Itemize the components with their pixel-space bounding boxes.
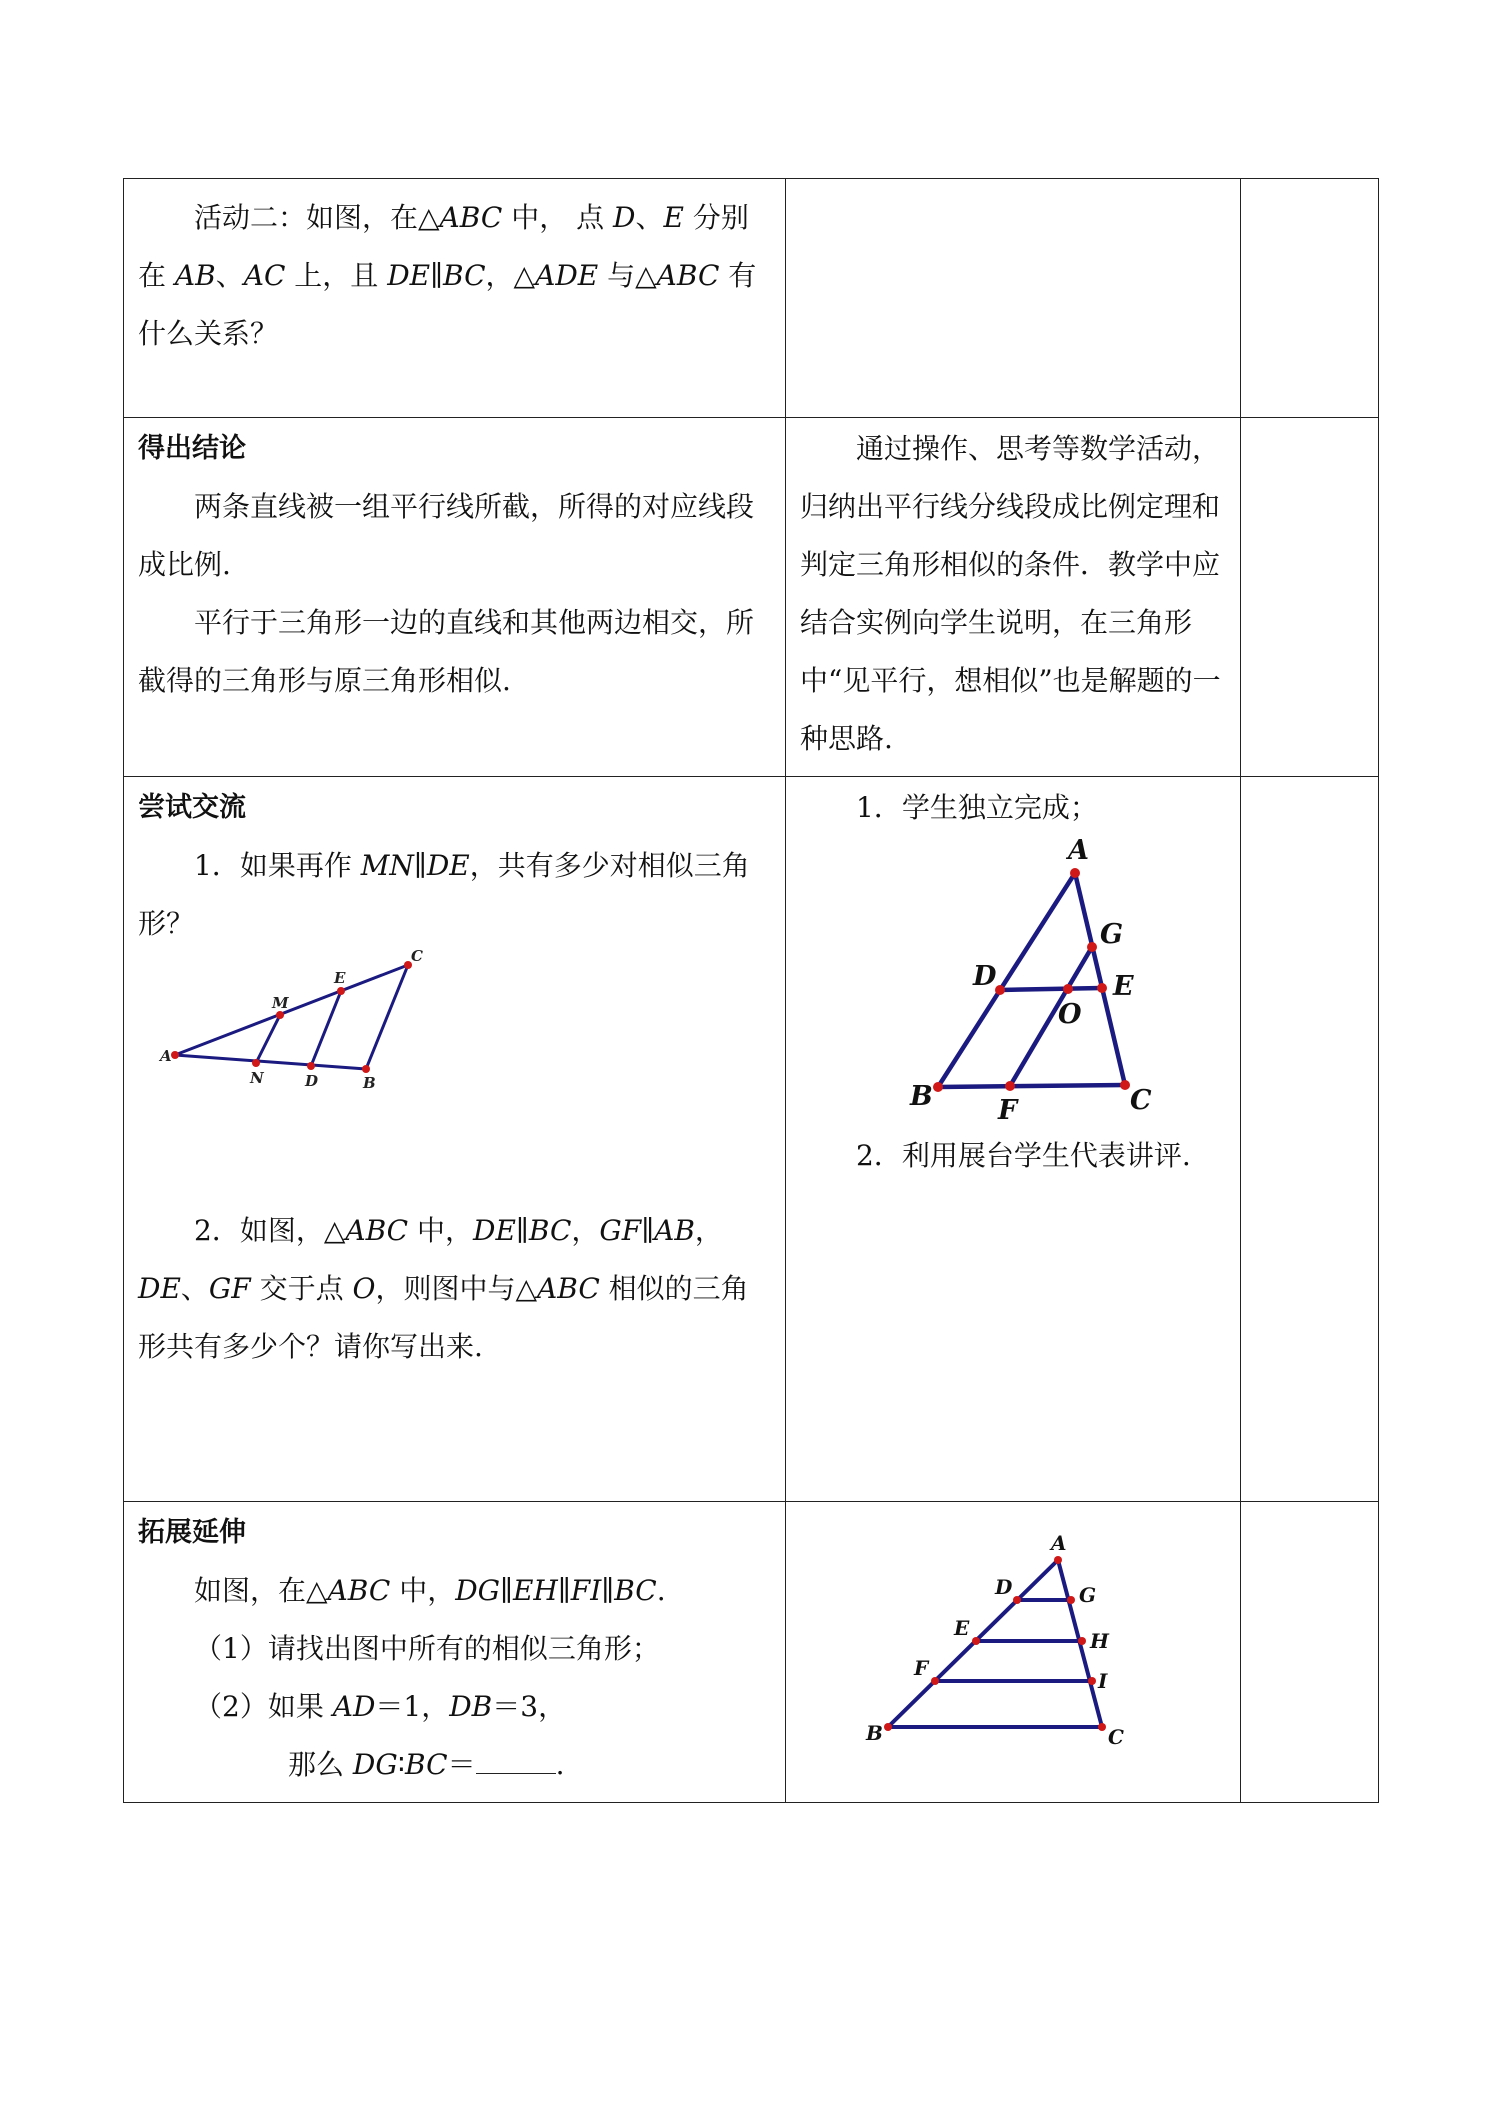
extension-figure-cell: [786, 1502, 1241, 1803]
row-conclusion: [124, 418, 1379, 777]
figure-triangle-mn: [138, 947, 768, 1188]
note-1: 1．学生独立完成；: [856, 791, 1098, 824]
extension-line2: （1）请找出图中所有的相似三角形；: [194, 1632, 660, 1665]
fig1-label-n: N: [250, 1069, 264, 1087]
row-extension: [124, 1502, 1379, 1803]
fig2-label-b: B: [910, 1081, 933, 1112]
activity2-text-2: 在 AB、AC 上，且 DE∥BC，△ADE 与△ABC 有: [138, 259, 757, 292]
fig3-label-e: E: [954, 1616, 970, 1640]
conclusion-note-cell: [786, 418, 1241, 777]
conclusion-extra-cell: [1241, 418, 1379, 777]
activity2-extra-cell: [1241, 179, 1379, 418]
answer-blank[interactable]: [476, 1743, 556, 1774]
extension-line1: 如图，在△ABC 中，DG∥EH∥FI∥BC.: [194, 1574, 666, 1607]
fig2-label-o: O: [1058, 999, 1082, 1030]
fig1-label-d: D: [305, 1072, 319, 1090]
conclusion-cell: [124, 418, 786, 777]
fig3-label-b: B: [866, 1721, 883, 1745]
fig3-label-a: A: [1051, 1531, 1067, 1555]
fig2-label-e: E: [1113, 971, 1134, 1002]
extension-extra-cell: [1241, 1502, 1379, 1803]
fig3-label-h: H: [1090, 1629, 1109, 1653]
fig3-label-d: D: [995, 1575, 1013, 1599]
conclusion-heading: 得出结论: [138, 433, 246, 464]
fig1-label-c: C: [411, 947, 423, 965]
fig3-label-c: C: [1108, 1725, 1124, 1749]
extension-line4: 那么 DG∶BC＝ .: [138, 1736, 771, 1794]
extension-line3: （2）如果 AD＝1，DB＝3，: [194, 1690, 567, 1723]
fig1-label-m: M: [272, 994, 289, 1012]
conclusion-para2: 平行于三角形一边的直线和其他两边相交，所截得的三角形与原三角形相似.: [138, 606, 755, 697]
fig3-label-i: I: [1098, 1669, 1108, 1693]
fig1-label-b: B: [363, 1074, 376, 1092]
row-try-exchange: [124, 777, 1379, 1502]
question-2: 2．如图，△ABC 中，DE∥BC，GF∥AB，DE、GF 交于点 O，则图中与△ABC 相似的三角形共有多少个？请你写出来.: [138, 1214, 749, 1363]
try-exchange-cell: [124, 777, 786, 1502]
fig2-label-g: G: [1100, 919, 1124, 950]
activity2-text: 活动二：如图，在△ABC 中， 点 D、E 分别: [194, 201, 749, 234]
conclusion-para1: 两条直线被一组平行线所截，所得的对应线段成比例.: [138, 490, 755, 581]
activity2-text-3: 什么关系？: [138, 317, 279, 350]
lesson-plan-table: [123, 178, 1379, 1803]
note-2: 2．利用展台学生代表讲评.: [856, 1139, 1191, 1172]
activity2-cell: [124, 179, 786, 418]
fig1-label-a: A: [160, 1047, 172, 1065]
try-exchange-note-cell: [786, 777, 1241, 1502]
extension-heading: 拓展延伸: [138, 1517, 246, 1548]
extension-cell: [124, 1502, 786, 1803]
fig2-label-a: A: [1068, 835, 1089, 866]
conclusion-note: 通过操作、思考等数学活动，归纳出平行线分线段成比例定理和判定三角形相似的条件．教学中应结合实例向学生说明，在三角形中“见平行，想相似”也是解题的一种思路.: [800, 432, 1221, 755]
figure-triangle-gf: [790, 837, 1210, 1127]
question-1: 1．如果再作 MN∥DE，共有多少对相似三角形？: [138, 849, 750, 940]
try-exchange-heading: 尝试交流: [138, 792, 246, 823]
figure-triangle-parallels: [786, 1502, 1241, 1749]
fig1-label-e: E: [334, 969, 346, 987]
row-activity2: [124, 179, 1379, 418]
fig2-label-f: F: [998, 1095, 1018, 1126]
fig3-label-f: F: [914, 1656, 929, 1680]
activity2-note-cell: [786, 179, 1241, 418]
fig2-label-c: C: [1130, 1085, 1152, 1116]
try-exchange-extra-cell: [1241, 777, 1379, 1502]
fig2-label-d: D: [973, 961, 997, 992]
fig3-label-g: G: [1079, 1583, 1097, 1607]
